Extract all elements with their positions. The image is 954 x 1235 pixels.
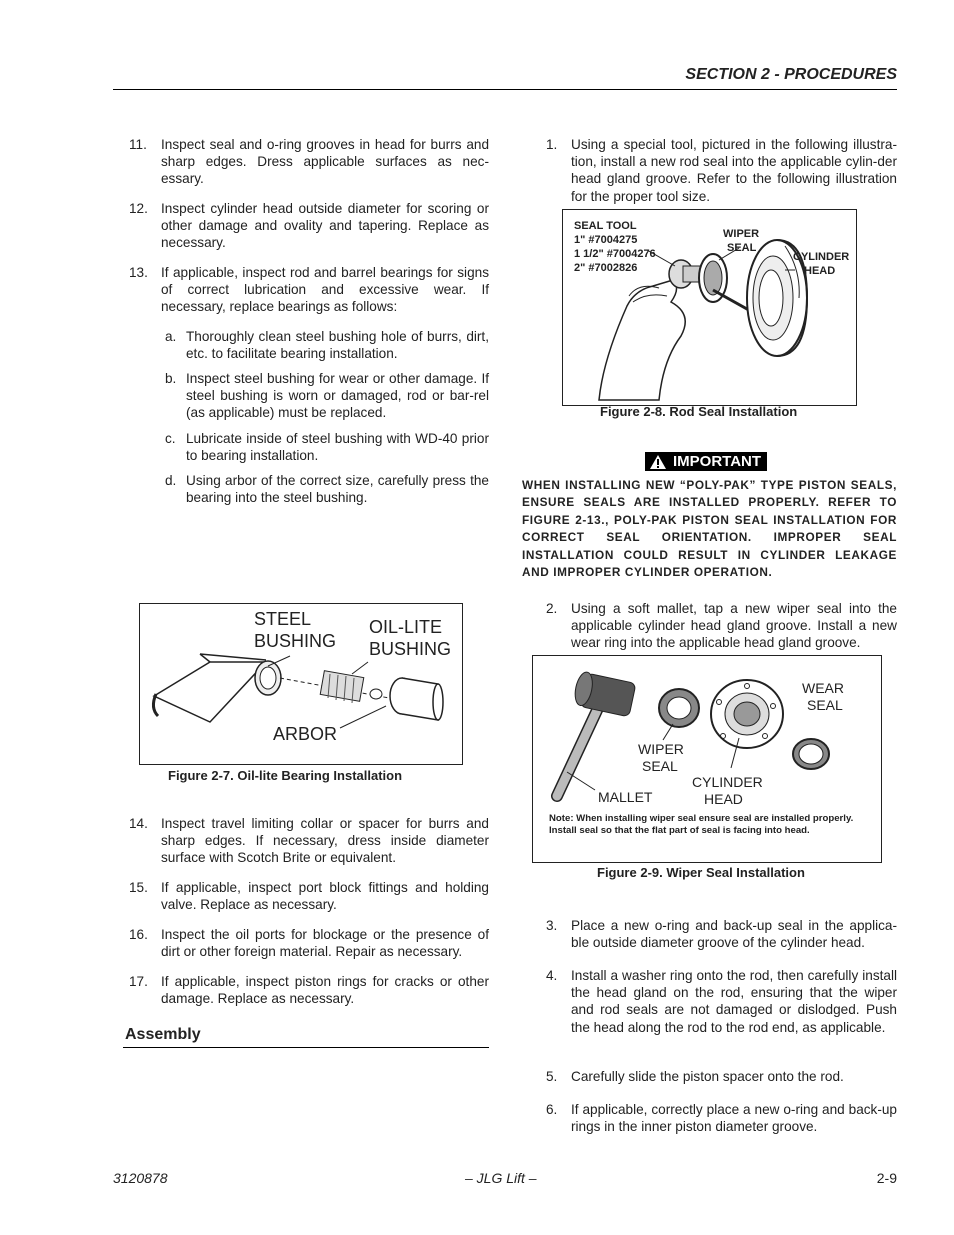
substep-d: [165, 472, 489, 507]
substep-c: [165, 430, 489, 465]
step-13: [129, 264, 489, 316]
step-number: 11.: [129, 137, 147, 152]
step-number: 14.: [129, 816, 148, 831]
step-text: Inspect cylinder head outside diameter for scoring or other damage and ovality and tapering. Replace as necessary.: [161, 201, 489, 251]
step-16: [129, 926, 489, 961]
footer-doc-number: 3120878: [113, 1170, 168, 1186]
step-number: 1.: [546, 137, 558, 152]
step-text: Inspect the oil ports for blockage or the presence of dirt or other foreign material. Repair as necessary.: [161, 927, 489, 960]
right-step-1: [546, 136, 897, 206]
substep-letter: c.: [165, 431, 176, 446]
footer-page-number: 2-9: [876, 1170, 897, 1186]
substep-a: [165, 328, 489, 363]
step-number: 17.: [129, 974, 148, 989]
step-number: 6.: [546, 1102, 558, 1117]
label-wiper-1: WIPER: [638, 741, 684, 757]
step-number: 2.: [546, 601, 558, 616]
right-step-4: [546, 967, 897, 1054]
step-text: If applicable, inspect port block fittings and holding valve. Replace as necessary.: [161, 880, 489, 913]
step-text: Carefully slide the piston spacer onto the rod.: [571, 1069, 844, 1084]
step-number: 15.: [129, 880, 148, 895]
warning-icon: [649, 454, 667, 470]
step-15: [129, 879, 489, 914]
step-text: Install a washer ring onto the rod, then carefully install the head gland on the rod, ensuring that the wiper and rod seals are not damaged or dislodged. Push the head along the rod to the rod end, as applicable.: [571, 968, 897, 1035]
right-step-6: [546, 1101, 897, 1136]
label-arbor: ARBOR: [273, 724, 338, 744]
step-text: Inspect travel limiting collar or spacer for burrs and sharp edges. If necessary, dress inside diameter surface with Scotch Brite or equivalent.: [161, 816, 489, 866]
label-steel-bushing-1: STEEL: [254, 609, 312, 629]
step-number: 3.: [546, 918, 558, 933]
step-text: Inspect seal and o-ring grooves in head for burrs and sharp edges. Dress applicable surfaces as nec-essary.: [161, 137, 489, 187]
step-text: Using a special tool, pictured in the following illustra-tion, install a new rod seal into the applicable cylin-der head gland groove. Refer to the following illustration for the proper tool size.: [571, 137, 897, 204]
substep-letter: d.: [165, 473, 177, 488]
figure-wiper-seal: [532, 655, 882, 863]
substep-text: Lubricate inside of steel bushing with WD-40 prior to bearing installation.: [186, 431, 489, 464]
step-text: If applicable, inspect piston rings for cracks or other damage. Replace as necessary.: [161, 974, 489, 1007]
label-tool-3: 2" #7002826: [574, 262, 638, 274]
label-wear-1: WEAR: [802, 680, 844, 696]
step-17: [129, 973, 489, 1008]
substep-letter: a.: [165, 329, 177, 344]
substep-letter: b.: [165, 371, 177, 386]
step-number: 5.: [546, 1069, 558, 1084]
step-text: Place a new o-ring and back-up seal in the applica-ble outside diameter groove of the cylinder head.: [571, 918, 897, 951]
step-text: Using a soft mallet, tap a new wiper seal into the applicable cylinder head gland groove. Install a new wear ring into the applicable head gland groove.: [571, 601, 897, 651]
important-text: WHEN INSTALLING NEW “POLY-PAK” TYPE PISTON SEALS, ENSURE SEALS ARE INSTALLED PROPERLY. REFER TO FIGURE 2-13., POLY-PAK PISTON SEAL INSTALLATION FOR CORRECT SEAL ORIENTATION. IMPROPER SEAL INSTALLATION COULD RESULT IN CYLINDER LEAKAGE AND IMPROPER CYLINDER OPERATION.: [522, 478, 897, 580]
figure-2-8-caption: Figure 2-8. Rod Seal Installation: [600, 404, 798, 419]
step-number: 12.: [129, 201, 148, 216]
label-oil-lite-1: OIL-LITE: [369, 617, 443, 637]
important-label: IMPORTANT: [673, 453, 762, 470]
figure-rod-seal: [562, 209, 857, 406]
step-number: 4.: [546, 968, 558, 983]
label-cyl-1: CYLINDER: [692, 774, 763, 790]
header-rule: [113, 89, 897, 90]
right-step-5: [546, 1068, 897, 1086]
label-seal-tool: SEAL TOOL: [574, 220, 637, 232]
step-number: 16.: [129, 927, 148, 942]
assembly-heading: Assembly: [125, 1026, 201, 1043]
label-wiper-2: SEAL: [642, 758, 678, 774]
substep-text: Inspect steel bushing for wear or other damage. If steel bushing is worn or damaged, rod or bar-rel (as applicable) must be replaced.: [186, 371, 489, 421]
label-cyl-2: HEAD: [804, 265, 836, 277]
substep-text: Thoroughly clean steel bushing hole of burrs, dirt, etc. to facilitate bearing installation.: [186, 329, 489, 362]
step-12: [129, 200, 489, 252]
label-mallet: MALLET: [598, 789, 653, 805]
assembly-rule: [123, 1047, 489, 1048]
figure-2-9-caption: Figure 2-9. Wiper Seal Installation: [597, 865, 805, 880]
figure-oil-lite-bearing: [139, 603, 463, 765]
substep-b: [165, 370, 489, 422]
right-step-2: [546, 600, 897, 652]
label-cyl-1: CYLINDER: [793, 251, 850, 263]
label-wiper-2: SEAL: [727, 242, 757, 254]
step-text: If applicable, inspect rod and barrel bearings for signs of correct lubrication and excessive wear. If necessary, replace bearings as follows:: [161, 265, 489, 315]
label-cyl-2: HEAD: [704, 791, 743, 807]
section-header: SECTION 2 - PROCEDURES: [685, 66, 897, 83]
step-14: [129, 815, 489, 867]
substep-text: Using arbor of the correct size, carefully press the bearing into the steel bushing.: [186, 473, 489, 506]
important-badge: [645, 452, 767, 471]
figure-2-7-caption: Figure 2-7. Oil-lite Bearing Installation: [168, 768, 403, 783]
label-wiper-1: WIPER: [723, 228, 760, 240]
footer-publisher: – JLG Lift –: [465, 1170, 537, 1186]
step-11: [129, 136, 489, 188]
label-tool-1: 1" #7004275: [574, 234, 638, 246]
label-tool-2: 1 1/2" #7004276: [574, 248, 656, 260]
figure-note: Note: When installing wiper seal ensure seal are installed properly. Install seal so that the flat part of seal is facing into head.: [549, 813, 854, 836]
step-text: If applicable, correctly place a new o-ring and back-up rings in the inner piston diameter groove.: [571, 1102, 897, 1135]
label-wear-2: SEAL: [807, 697, 843, 713]
right-step-3: [546, 917, 897, 952]
label-oil-lite-2: BUSHING: [369, 639, 452, 659]
step-number: 13.: [129, 265, 148, 280]
label-steel-bushing-2: BUSHING: [254, 631, 337, 651]
